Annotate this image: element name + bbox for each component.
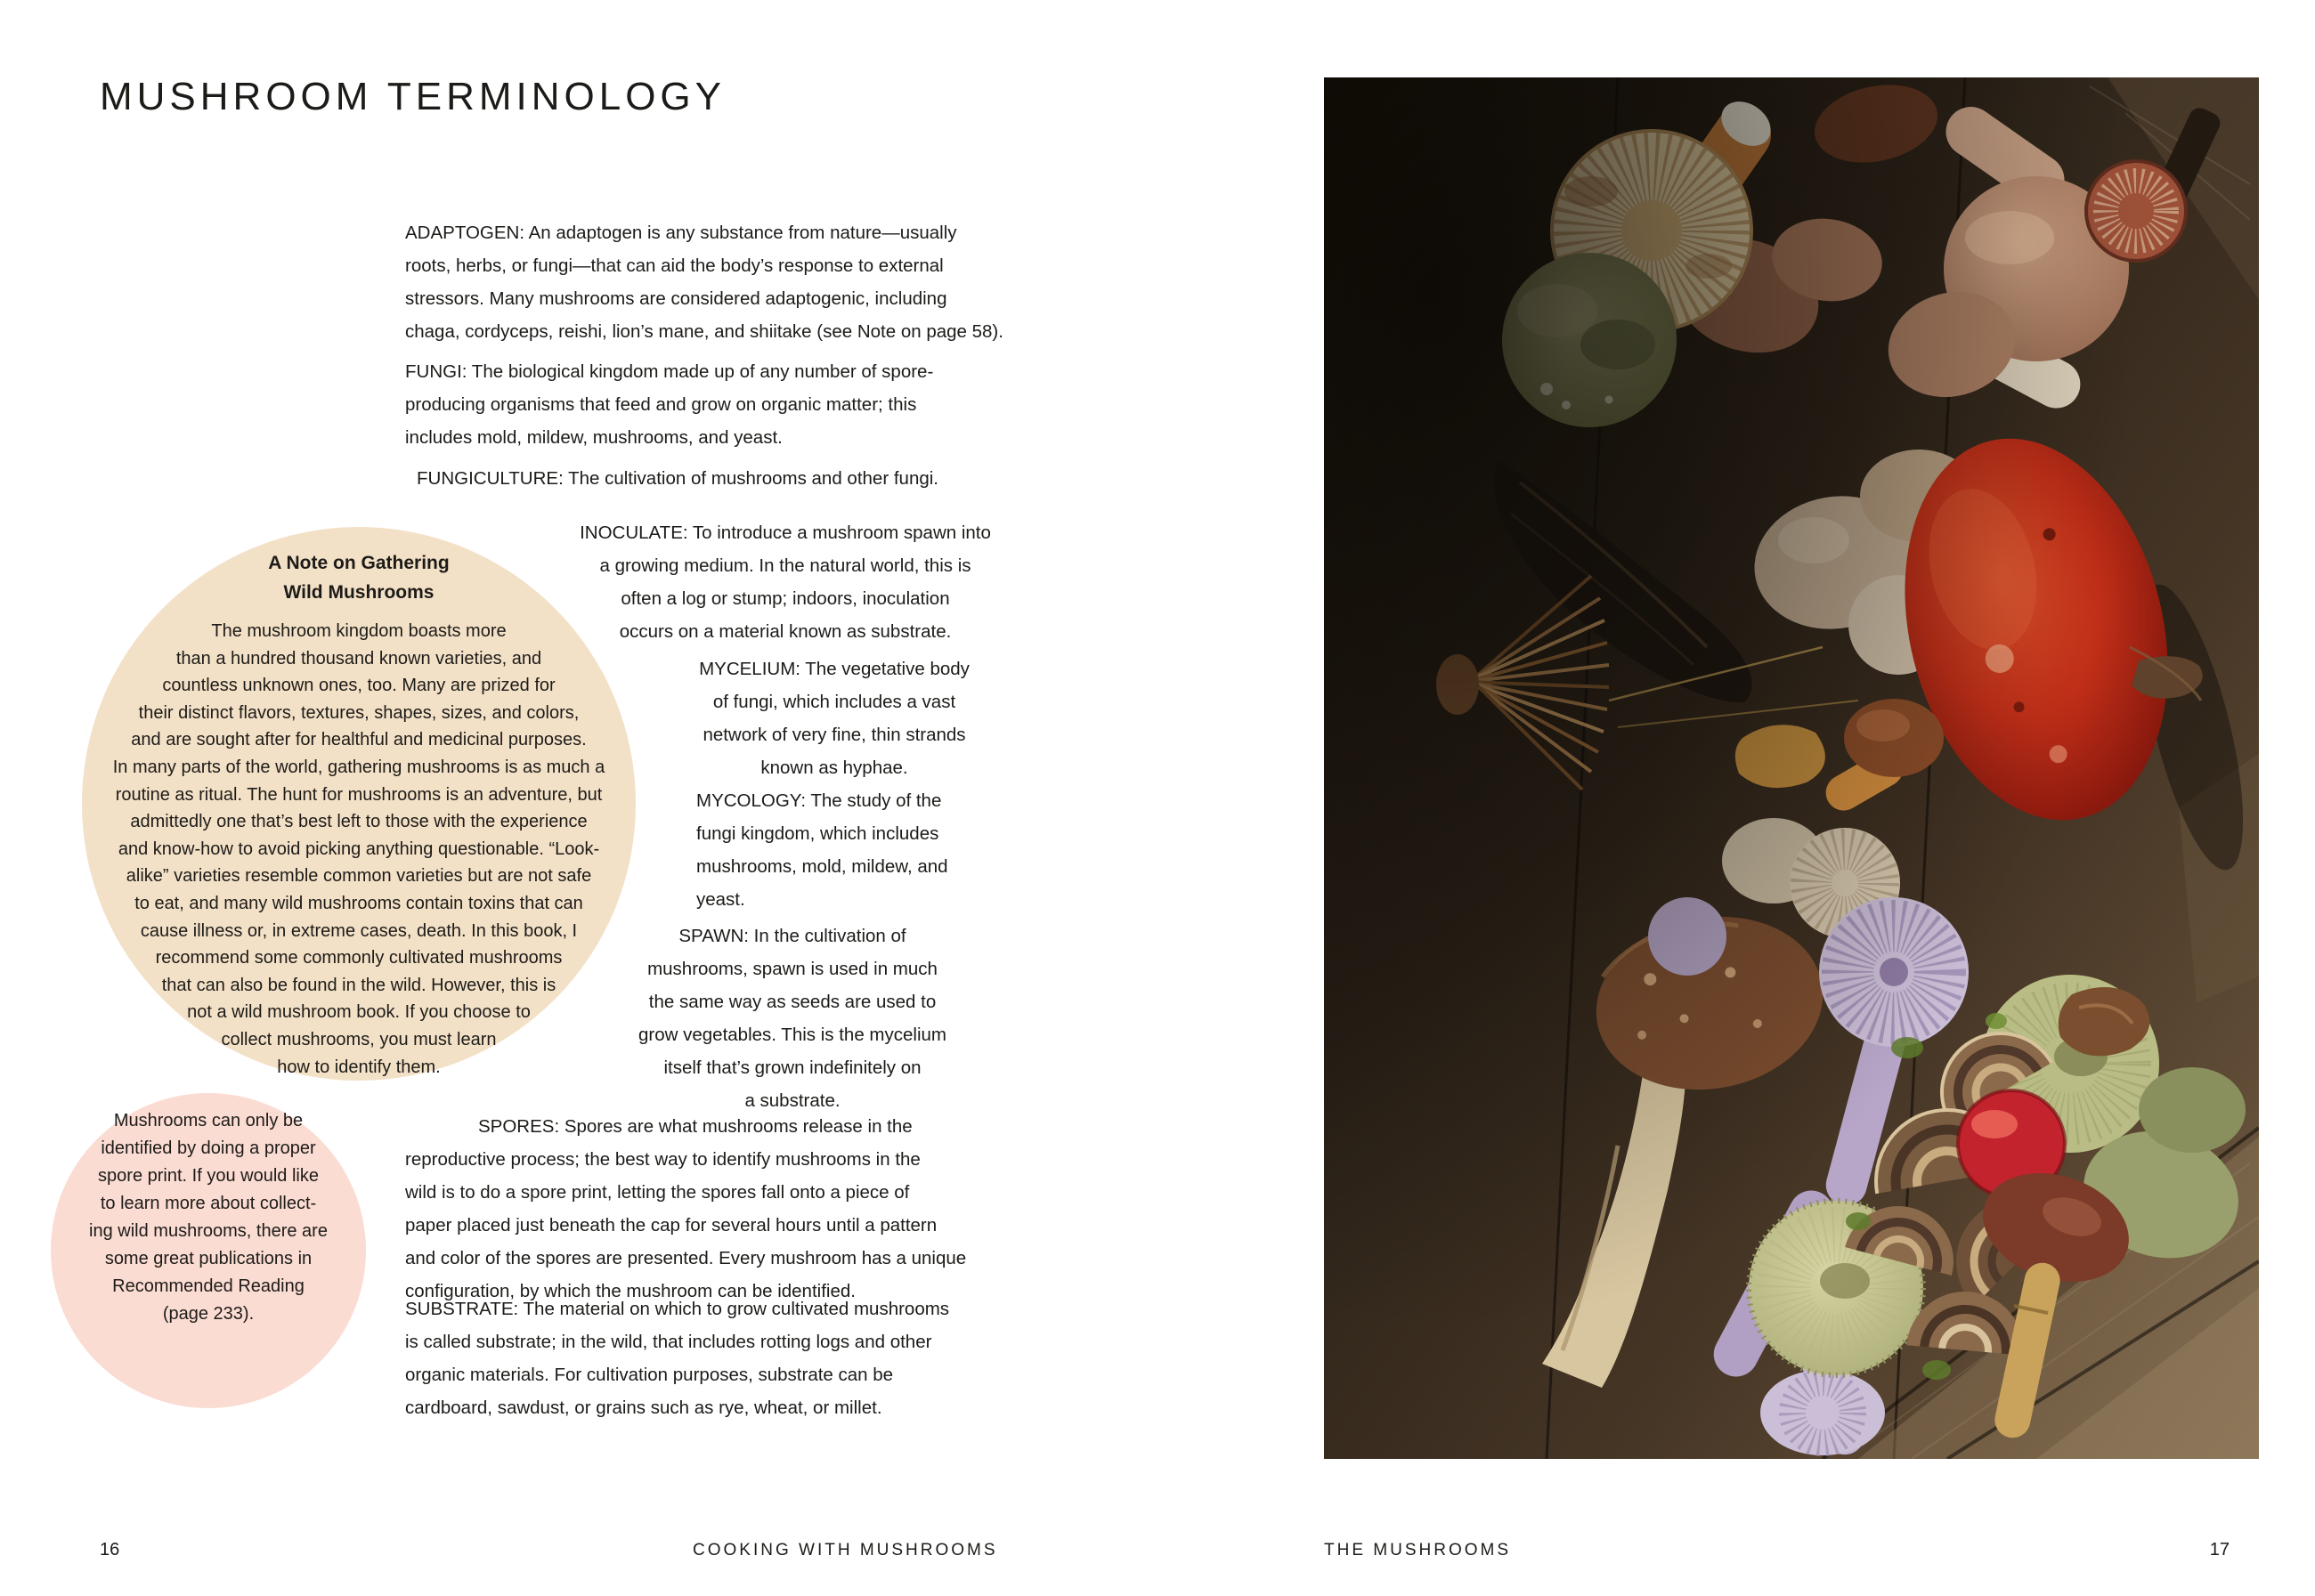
running-title-right: THE MUSHROOMS xyxy=(1324,1541,1511,1560)
definition-inoculate: INOCULATE: To introduce a mushroom spawn into a growing medium. In the natural world, this is often a log or stump; indoors, inoculation occurs on a material known as substrate. xyxy=(580,523,991,642)
spore-print-note-circle xyxy=(51,1093,366,1408)
definition-spores: SPORES: Spores are what mushrooms release in the reproductive process; the best way to identify mushrooms in the wild is to do a spore print, letting the spores fall onto a piece of paper placed just beneath the cap for several hours until a pattern and color of the spores are presented. Every mushroom has a unique configuration, by which the mushroom can be identified. xyxy=(405,1116,967,1301)
vignette xyxy=(1324,77,2259,1459)
definition-mycelium: MYCELIUM: The vegetative body of fungi, which includes a vast network of very fine, thin strands known as hyphae. xyxy=(699,659,970,778)
definition-substrate: SUBSTRATE: The material on which to grow cultivated mushrooms is called substrate; in the wild, that includes rotting logs and other organic materials. For cultivation purposes, substrate can be cardboard, sawdust, or grains such as rye, wheat, or millet. xyxy=(405,1299,950,1418)
definition-spawn: SPAWN: In the cultivation of mushrooms, spawn is used in much the same way as seeds are used to grow vegetables. This is the mycelium itself that’s grown indefinitely on a substrate. xyxy=(638,926,946,1111)
definition-mycology: MYCOLOGY: The study of the fungi kingdom, which includes mushrooms, mold, mildew, and yeast. xyxy=(696,790,948,910)
definition-fungiculture: FUNGICULTURE: The cultivation of mushrooms and other fungi. xyxy=(417,468,939,489)
page-number-right: 17 xyxy=(2209,1540,2230,1560)
definition-adaptogen: ADAPTOGEN: An adaptogen is any substance from nature—usually roots, herbs, or fungi—that can aid the body’s response to external stressors. Many mushrooms are considered adaptogenic, including chaga, cordyceps, reishi, lion’s mane, and shiitake (see Note on page 58). xyxy=(405,223,1003,342)
mushroom-photo xyxy=(1324,77,2259,1459)
gathering-note-heading: A Note on Gathering Wild Mushrooms xyxy=(268,553,450,603)
mushroom-photo-art xyxy=(1324,77,2259,1459)
spore-print-note-text: Mushrooms can only be identified by doing a proper spore print. If you would like to learn more about collect- ing wild mushrooms, there are some great publications in Recommended Reading (page 233). xyxy=(89,1111,328,1324)
running-title-left: COOKING WITH MUSHROOMS xyxy=(693,1541,998,1560)
definition-fungi: FUNGI: The biological kingdom made up of any number of spore- producing organisms that feed and grow on organic matter; this includes mold, mildew, mushrooms, and yeast. xyxy=(405,361,934,448)
page-title: MUSHROOM TERMINOLOGY xyxy=(100,75,727,118)
gathering-note-body: The mushroom kingdom boasts more than a hundred thousand known varieties, and countless unknown ones, too. Many are prized for their distinct flavors, textures, shapes, sizes, and colors, and are sought after for healthful and medicinal purposes. In many parts of the world, gathering mushrooms is as much a routine as ritual. The hunt for mushrooms is an adventure, but admittedly one that’s best left to those with the experience and know-how to avoid picking anything questionable. “Look- alike” varieties resemble common varieties but are not safe to eat, and many wild mushrooms contain toxins that can cause illness or, in extreme cases, death. In this book, I recommend some commonly cultivated mushrooms that can also be found in the wild. However, this is not a wild mushroom book. If you choose to collect mushrooms, you must learn how to identify them. xyxy=(112,621,605,1077)
page-number-left: 16 xyxy=(100,1540,120,1560)
